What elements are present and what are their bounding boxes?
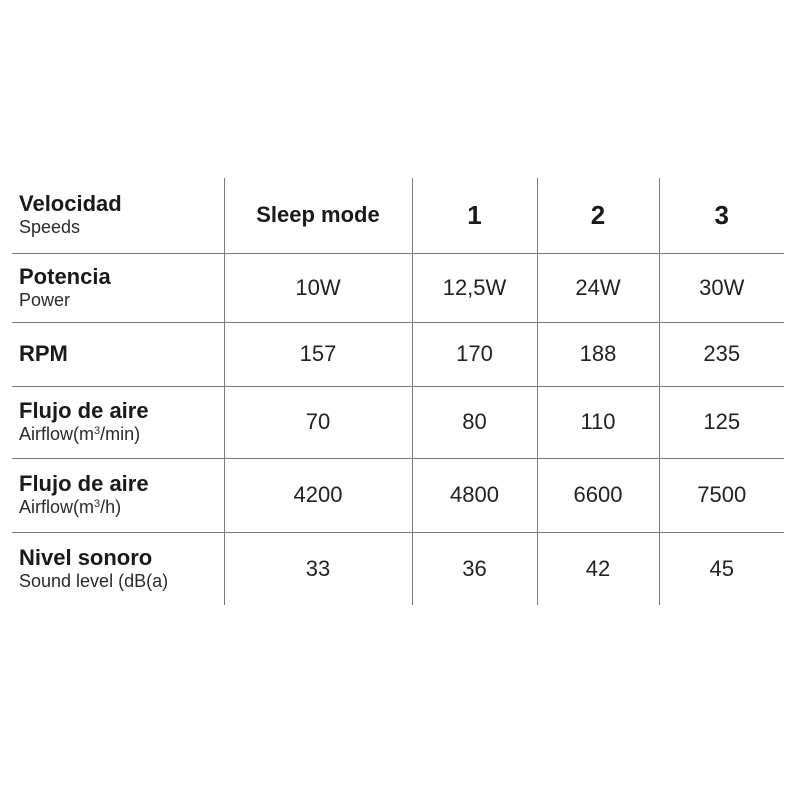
speeds-label-cell <box>12 178 224 253</box>
table-row <box>12 532 784 605</box>
rpm-label-cell <box>12 322 224 386</box>
rpm-speed-2-value: 188 <box>537 322 659 386</box>
table-row <box>12 458 784 532</box>
rpm-speed-1-value: 170 <box>412 322 537 386</box>
table-row <box>12 322 784 386</box>
airflow-min-sublabel: $Airflow(m^3/\min)$ <box>19 424 141 444</box>
rpm-label: RPM <box>19 341 68 366</box>
power-label: Potencia <box>19 263 111 289</box>
airflow-hour-label-cell <box>12 458 224 532</box>
sound-level-sleep-value: 33 <box>224 532 412 605</box>
specifications-table <box>12 178 784 605</box>
power-speed-1-value: 12,5W <box>412 253 537 322</box>
airflow-hour-label: Flujo de aire <box>19 471 149 496</box>
airflow-hour-sublabel: $Airflow(m^3/h)$ <box>19 497 122 517</box>
sound-level-speed-1-value: 36 <box>412 532 537 605</box>
airflow-min-sleep-value: 70 <box>224 386 412 458</box>
airflow-hour-sleep-value: 4200 <box>224 458 412 532</box>
power-label-cell <box>12 253 224 322</box>
airflow-min-label: Flujo de aire <box>19 398 149 423</box>
table-row <box>12 386 784 458</box>
airflow-hour-speed-2-value: 6600 <box>537 458 659 532</box>
speeds-sublabel: Speeds <box>19 217 81 238</box>
airflow-min-label-cell <box>12 386 224 458</box>
rpm-sleep-value: 157 <box>224 322 412 386</box>
airflow-min-speed-1-value: 80 <box>412 386 537 458</box>
power-speed-3-value: 30W <box>659 253 784 322</box>
sound-level-label: Nivel sonoro <box>19 544 153 570</box>
power-sleep-value: 10W <box>224 253 412 322</box>
speeds-label: Velocidad <box>19 191 122 217</box>
rpm-speed-3-value: 235 <box>659 322 784 386</box>
sound-level-label-cell <box>12 532 224 605</box>
airflow-min-speed-3-value: 125 <box>659 386 784 458</box>
sound-level-sublabel: Sound level (dB(a) <box>19 570 169 591</box>
column-header-speed-2: 2 <box>537 178 659 253</box>
header-row <box>12 178 784 253</box>
sound-level-speed-3-value: 45 <box>659 532 784 605</box>
airflow-hour-speed-3-value: 7500 <box>659 458 784 532</box>
column-header-speed-3: 3 <box>659 178 784 253</box>
column-header-sleep-mode: Sleep mode <box>224 178 412 253</box>
power-speed-2-value: 24W <box>537 253 659 322</box>
airflow-min-speed-2-value: 110 <box>537 386 659 458</box>
sound-level-speed-2-value: 42 <box>537 532 659 605</box>
power-sublabel: Power <box>19 289 71 310</box>
column-header-speed-1: 1 <box>412 178 537 253</box>
table-row <box>12 253 784 322</box>
airflow-hour-speed-1-value: 4800 <box>412 458 537 532</box>
